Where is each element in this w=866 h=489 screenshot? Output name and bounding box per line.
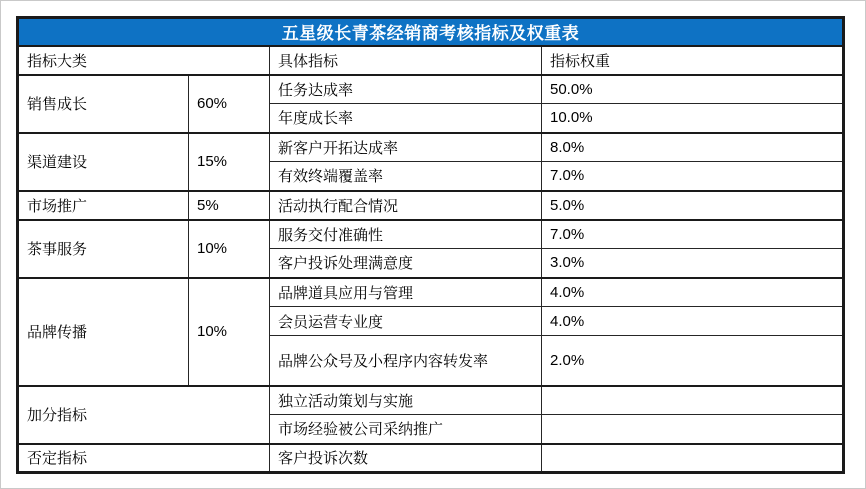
indicator-cell: 客户投诉次数 — [270, 444, 542, 473]
category-cell: 销售成长 — [18, 75, 189, 133]
weight-cell: 10.0% — [542, 104, 844, 133]
weight-cell: 3.0% — [542, 249, 844, 278]
weight-cell: 7.0% — [542, 162, 844, 191]
col-header-category: 指标大类 — [18, 46, 270, 75]
category-weight-cell: 5% — [189, 191, 270, 220]
indicator-cell: 市场经验被公司采纳推广 — [270, 415, 542, 444]
weight-cell — [542, 444, 844, 473]
indicator-cell: 任务达成率 — [270, 75, 542, 104]
table-title: 五星级长青茶经销商考核指标及权重表 — [18, 18, 844, 46]
weight-cell — [542, 415, 844, 444]
indicator-cell: 会员运营专业度 — [270, 307, 542, 336]
assessment-weights-table — [16, 16, 845, 474]
weight-cell: 2.0% — [542, 336, 844, 386]
indicator-cell: 服务交付准确性 — [270, 220, 542, 249]
category-cell: 否定指标 — [18, 444, 270, 473]
indicator-cell: 有效终端覆盖率 — [270, 162, 542, 191]
weight-cell: 7.0% — [542, 220, 844, 249]
category-cell: 市场推广 — [18, 191, 189, 220]
category-cell: 渠道建设 — [18, 133, 189, 191]
weight-cell — [542, 386, 844, 415]
col-header-weight: 指标权重 — [542, 46, 844, 75]
indicator-cell: 客户投诉处理满意度 — [270, 249, 542, 278]
category-cell: 品牌传播 — [18, 278, 189, 386]
indicator-cell: 品牌道具应用与管理 — [270, 278, 542, 307]
category-weight-cell: 10% — [189, 220, 270, 278]
col-header-indicator: 具体指标 — [270, 46, 542, 75]
indicator-cell: 品牌公众号及小程序内容转发率 — [270, 336, 542, 386]
category-weight-cell: 10% — [189, 278, 270, 386]
category-cell: 加分指标 — [18, 386, 270, 444]
indicator-cell: 活动执行配合情况 — [270, 191, 542, 220]
category-cell: 茶事服务 — [18, 220, 189, 278]
category-weight-cell: 60% — [189, 75, 270, 133]
weight-cell: 4.0% — [542, 307, 844, 336]
category-weight-cell: 15% — [189, 133, 270, 191]
weight-cell: 50.0% — [542, 75, 844, 104]
weight-cell: 5.0% — [542, 191, 844, 220]
indicator-cell: 独立活动策划与实施 — [270, 386, 542, 415]
weight-cell: 8.0% — [542, 133, 844, 162]
indicator-cell: 年度成长率 — [270, 104, 542, 133]
indicator-cell: 新客户开拓达成率 — [270, 133, 542, 162]
weight-cell: 4.0% — [542, 278, 844, 307]
